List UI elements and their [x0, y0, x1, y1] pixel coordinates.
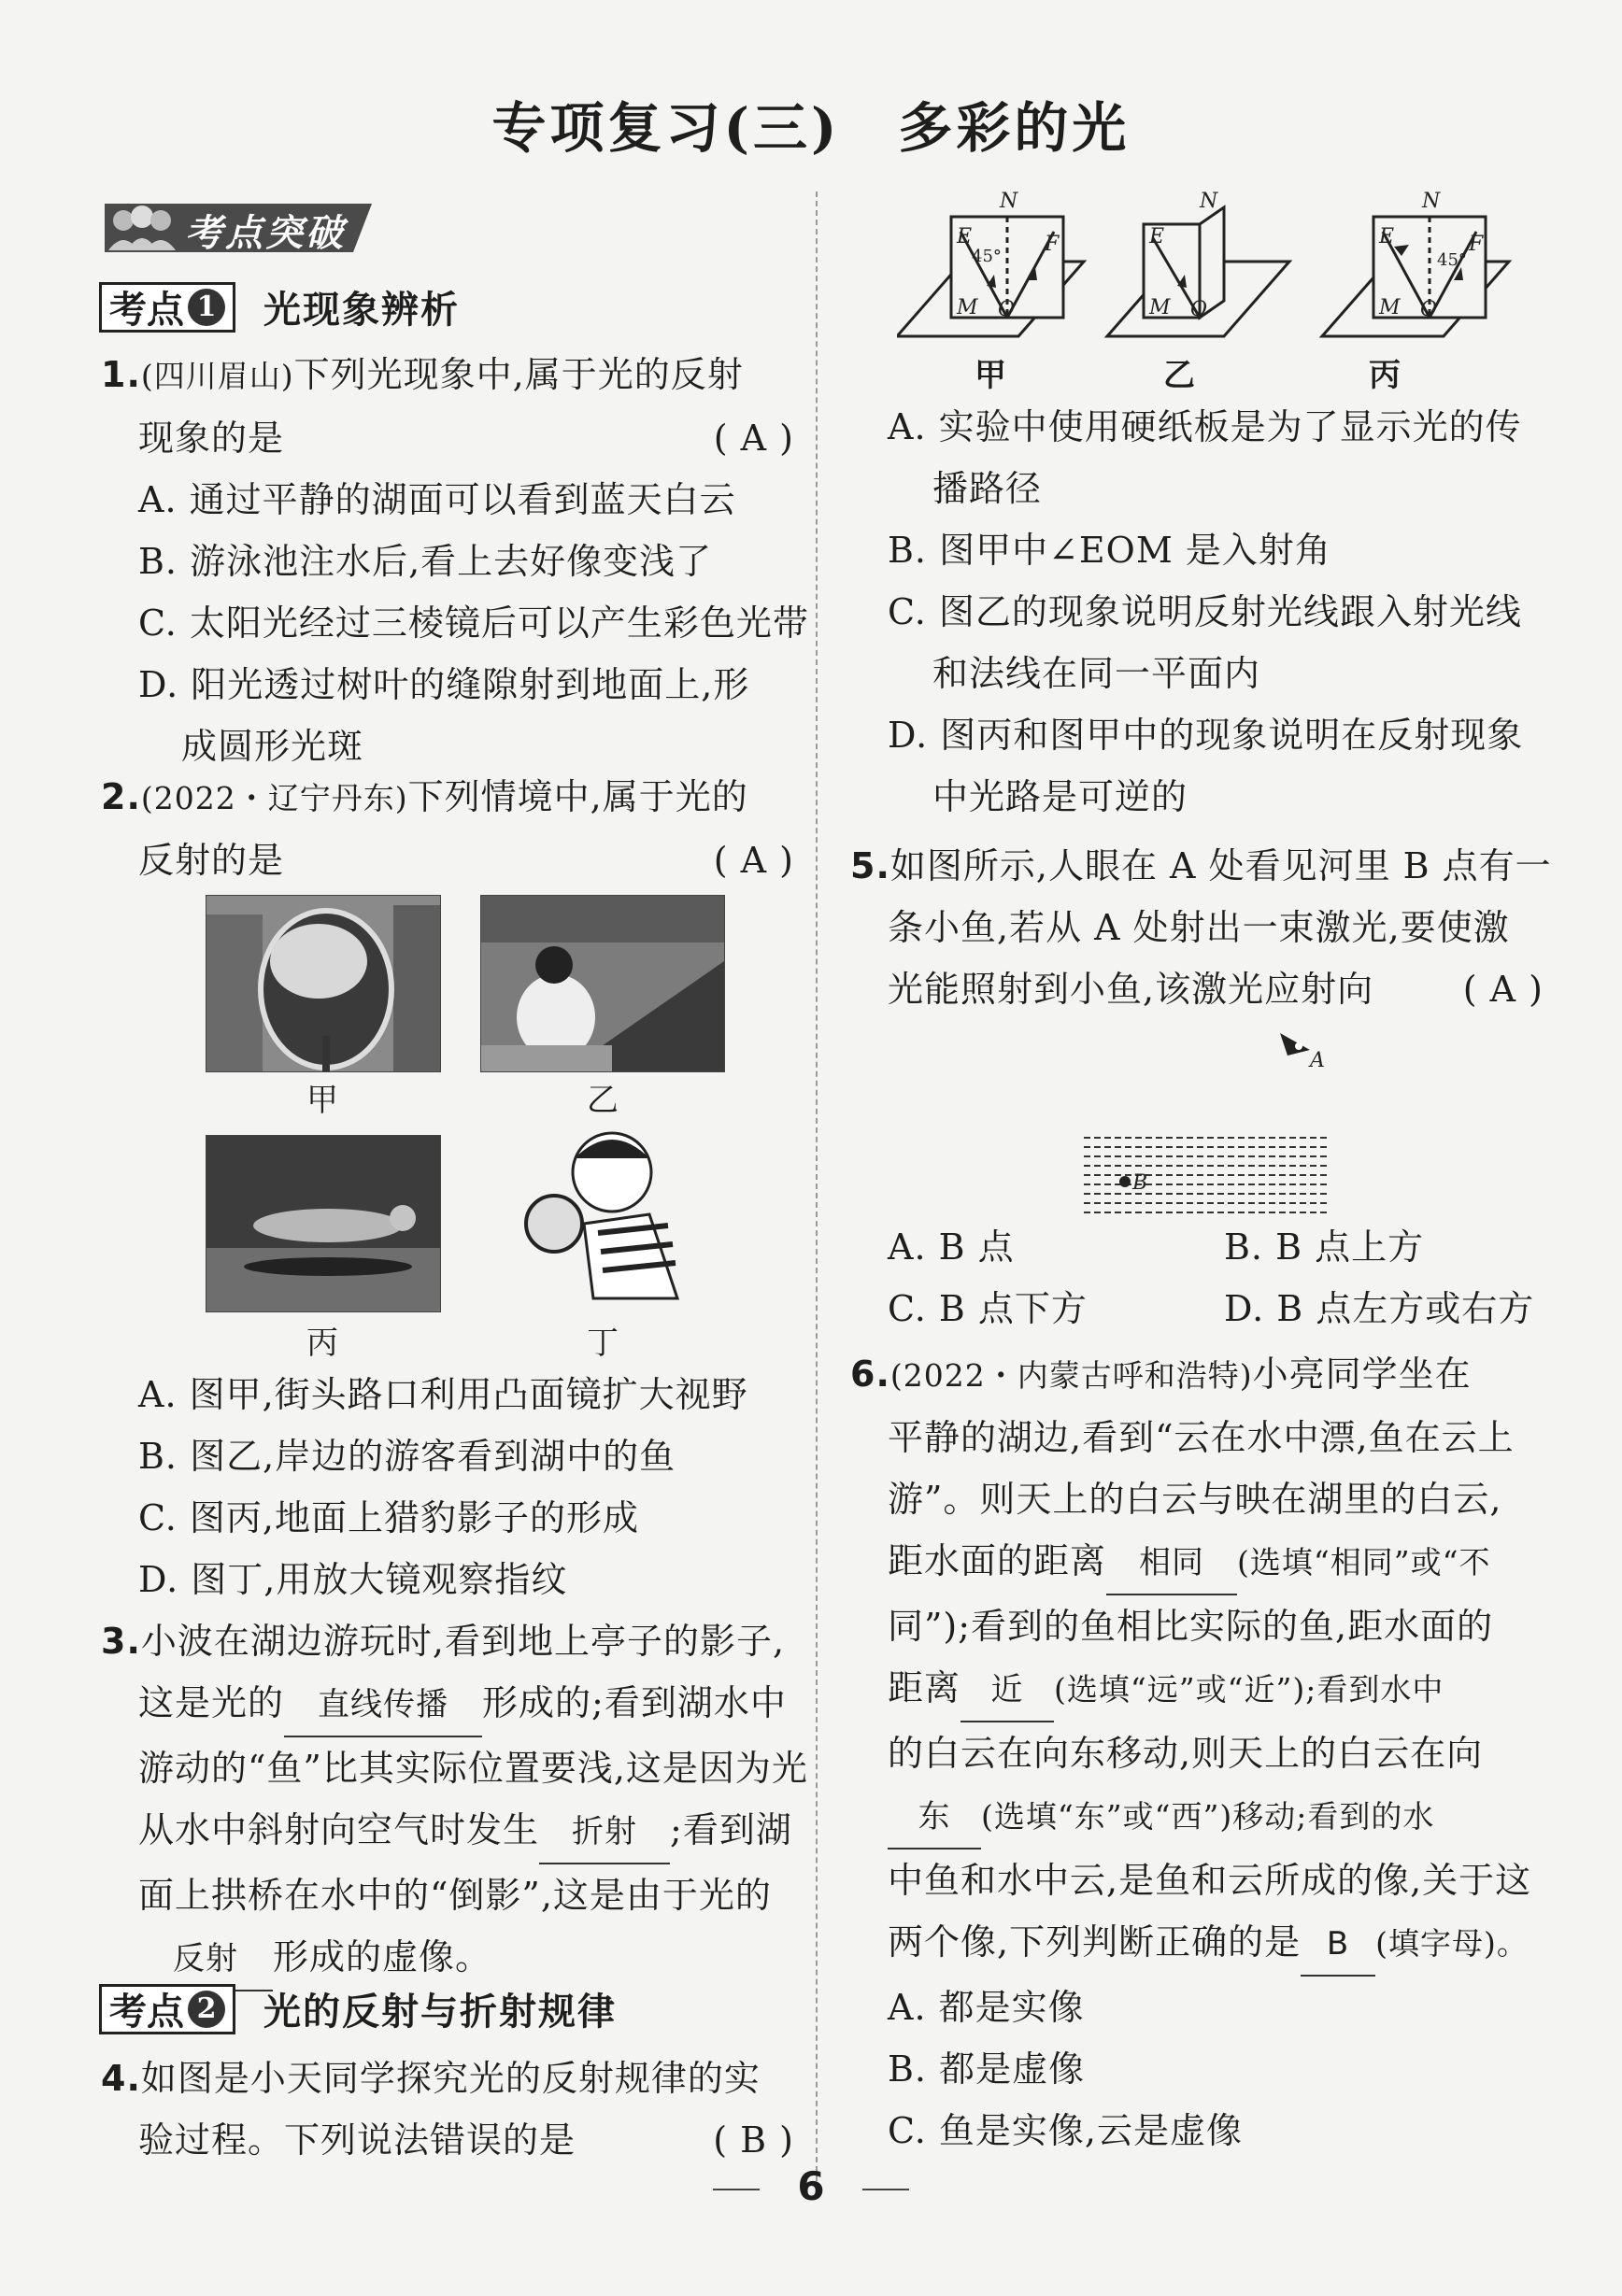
- q2-caption-bing: 丙: [306, 1325, 338, 1362]
- q4-number: 4.: [101, 2058, 141, 2099]
- q6-text-1: 小亮同学坐在: [1252, 1354, 1472, 1395]
- page-title: 专项复习(三) 多彩的光: [491, 96, 1131, 160]
- fig-yi-m: M: [1149, 296, 1171, 319]
- q6-text-5: (选填“相同”或“不: [1237, 1544, 1491, 1580]
- q1-option-a: A. 通过平静的湖面可以看到蓝天白云: [138, 479, 736, 520]
- q2-option-c: C. 图丙,地面上猎豹影子的形成: [138, 1497, 639, 1538]
- q2-caption-jia: 甲: [306, 1082, 338, 1119]
- q4-caption-jia: 甲: [975, 357, 1006, 394]
- page-number-row: [0, 2163, 1622, 2209]
- q1-stem: 下列光现象中,属于光的反射: [293, 354, 744, 395]
- kp1-label: 考点: [109, 288, 184, 332]
- fig-point-b: B: [1132, 1171, 1148, 1195]
- q4-option-d-2: 中光路是可逆的: [932, 776, 1188, 817]
- fig-jia-f: F: [1045, 233, 1060, 256]
- q6-text-9: 的白云在向东移动,则天上的白云在向: [888, 1733, 1484, 1774]
- q4-option-b: B. 图甲中∠EOM 是入射角: [888, 530, 1331, 571]
- photo-cheetah-shadow: [206, 1135, 441, 1312]
- fig-bing-angle: 45°: [1437, 250, 1467, 270]
- q6-option-b: B. 都是虚像: [888, 2048, 1086, 2090]
- q2-option-a: A. 图甲,街头路口利用凸面镜扩大视野: [138, 1374, 748, 1415]
- q2-option-d: D. 图丁,用放大镜观察指纹: [138, 1559, 568, 1600]
- q6-text-12: 两个像,下列判断正确的是: [888, 1921, 1302, 1963]
- q1-stem-2: 现象的是: [138, 418, 285, 459]
- page-number: 6: [797, 2163, 825, 2209]
- fig-fish-point: [1119, 1176, 1131, 1187]
- q6-option-a: A. 都是实像: [888, 1987, 1085, 2028]
- fig-yi-e: E: [1149, 225, 1165, 248]
- q5-stem-2: 条小鱼,若从 A 处射出一束激光,要使激: [888, 907, 1510, 948]
- fig-jia-n: N: [1000, 190, 1018, 213]
- photo-lakeside-tourist: [480, 895, 725, 1072]
- q2-number: 2.: [101, 776, 141, 817]
- q6-text-11: 中鱼和水中云,是鱼和云所成的像,关于这: [888, 1860, 1532, 1901]
- q4-option-c-2: 和法线在同一平面内: [932, 653, 1261, 694]
- kp1-number: 1: [188, 289, 225, 326]
- q6-text-6: 同”);看到的鱼相比实际的鱼,距水面的: [888, 1606, 1494, 1647]
- q2-stem: 下列情境中,属于光的: [407, 776, 748, 817]
- q5-option-c: C. B 点下方: [888, 1288, 1088, 1329]
- fig-yi-o: O: [1190, 298, 1208, 321]
- fig-bing-o: O: [1420, 298, 1438, 321]
- q6-text-13: (填字母)。: [1375, 1925, 1529, 1962]
- section-banner: [101, 196, 377, 256]
- q6-blank-4: B: [1301, 1913, 1375, 1977]
- q6-source: (2022・内蒙古呼和浩特): [889, 1357, 1253, 1394]
- q2-caption-yi: 乙: [587, 1082, 619, 1119]
- q5-option-d: D. B 点左方或右方: [1224, 1288, 1535, 1329]
- q3-text-8: 形成的虚像。: [273, 1936, 492, 1977]
- illustration-magnifier-boy: [509, 1121, 696, 1308]
- q3-text-7: 面上拱桥在水中的“倒影”,这是由于光的: [138, 1875, 772, 1916]
- page-number-dash-left: [713, 2189, 760, 2190]
- q6-blank-2: 近: [960, 1659, 1054, 1722]
- q3-blank-3: 反射: [138, 1928, 273, 1991]
- q3-text-6: ;看到湖: [670, 1809, 792, 1850]
- q4-option-a-2: 播路径: [932, 468, 1043, 509]
- q6-text-4: 距水面的距离: [888, 1540, 1107, 1581]
- river-fish-figure: [1065, 1028, 1336, 1214]
- q6-text-7: 距离: [888, 1667, 961, 1708]
- question-6: [850, 1343, 1544, 2161]
- q3-text-2: 这是光的: [138, 1682, 285, 1723]
- question-5: [850, 835, 1552, 1020]
- kp2-number: 2: [188, 1991, 225, 2028]
- q2-options: [101, 1364, 794, 1610]
- q6-option-c: C. 鱼是实像,云是虚像: [888, 2110, 1243, 2151]
- q6-text-3: 游”。则天上的白云与映在湖里的白云,: [888, 1479, 1502, 1520]
- q1-option-d: D. 阳光透过树叶的缝隙射到地面上,形: [138, 664, 750, 705]
- fig-jia-m: M: [957, 296, 978, 319]
- q3-blank-2: 折射: [539, 1801, 670, 1864]
- q2-option-b: B. 图乙,岸边的游客看到湖中的鱼: [138, 1436, 676, 1477]
- q4-option-a: A. 实验中使用硬纸板是为了显示光的传: [888, 406, 1522, 447]
- q5-number: 5.: [850, 845, 890, 886]
- fig-bing-f: F: [1469, 233, 1484, 256]
- q4-option-c: C. 图乙的现象说明反射光线跟入射光线: [888, 591, 1522, 632]
- q4-stem-2: 验过程。下列说法错误的是: [138, 2119, 576, 2161]
- q1-answer: ( A ): [713, 418, 794, 459]
- q2-answer: ( A ): [713, 840, 794, 881]
- kp2-title: 光的反射与折射规律: [263, 1990, 617, 2034]
- q5-option-a: A. B 点: [888, 1226, 1015, 1268]
- q5-options: [850, 1216, 1544, 1339]
- q4-caption-yi: 乙: [1163, 357, 1195, 394]
- q3-text-1: 小波在湖边游玩时,看到地上亭子的影子,: [140, 1621, 786, 1662]
- q4-stem: 如图是小天同学探究光的反射规律的实: [140, 2058, 761, 2099]
- kp1-heading: [99, 280, 460, 333]
- banner-text: 考点突破: [185, 211, 346, 255]
- fig-jia-e: E: [957, 225, 973, 248]
- q5-stem: 如图所示,人眼在 A 处看见河里 B 点有一: [889, 845, 1552, 886]
- question-4: [101, 2048, 794, 2171]
- q4-caption-bing: 丙: [1369, 357, 1401, 394]
- q6-text-2: 平静的湖边,看到“云在水中漂,鱼在云上: [888, 1417, 1515, 1458]
- q5-stem-3: 光能照射到小鱼,该激光应射向: [888, 969, 1374, 1010]
- column-divider: [816, 191, 818, 2181]
- q3-text-5: 从水中斜射向空气时发生: [138, 1809, 540, 1850]
- question-1: [101, 344, 809, 777]
- q1-option-b: B. 游泳池注水后,看上去好像变浅了: [138, 541, 713, 582]
- q6-blank-3: 东: [888, 1786, 981, 1850]
- q1-source: (四川眉山): [140, 358, 294, 394]
- q5-option-b: B. B 点上方: [1224, 1226, 1425, 1268]
- fig-yi-n: N: [1200, 190, 1218, 213]
- kp2-label: 考点: [109, 1990, 184, 2034]
- fig-bing-m: M: [1379, 296, 1401, 319]
- q4-option-d: D. 图丙和图甲中的现象说明在反射现象: [888, 715, 1524, 756]
- q1-number: 1.: [101, 354, 141, 395]
- q2-stem-2: 反射的是: [138, 840, 285, 881]
- q5-answer: ( A ): [1462, 969, 1544, 1010]
- q4-answer: ( B ): [713, 2119, 794, 2161]
- fig-bing-n: N: [1422, 190, 1441, 213]
- q3-text-3: 形成的;看到湖水中: [482, 1682, 787, 1723]
- question-2: [101, 766, 794, 891]
- q2-caption-ding: 丁: [587, 1325, 619, 1362]
- page-number-dash-right: [862, 2189, 909, 2190]
- fig-bing-e: E: [1379, 225, 1395, 248]
- photo-convex-mirror: [206, 895, 441, 1072]
- q1-option-c: C. 太阳光经过三棱镜后可以产生彩色光带: [138, 602, 809, 644]
- question-3: [101, 1610, 808, 1991]
- q3-blank-1: 直线传播: [284, 1674, 482, 1737]
- q4-options: [850, 396, 1544, 828]
- fig-jia-o: O: [998, 298, 1016, 321]
- q3-number: 3.: [101, 1621, 141, 1662]
- fig-jia-angle: 45°: [972, 247, 1002, 266]
- q3-text-4: 游动的“鱼”比其实际位置要浅,这是因为光: [138, 1748, 808, 1789]
- q6-blank-1: 相同: [1106, 1532, 1237, 1595]
- q6-number: 6.: [850, 1354, 890, 1395]
- kp1-title: 光现象辨析: [263, 288, 460, 332]
- q2-source: (2022・辽宁丹东): [140, 780, 408, 816]
- water-surface: [1084, 1138, 1327, 1212]
- fig-point-a: A: [1310, 1049, 1325, 1072]
- kp2-heading: [99, 1982, 617, 2035]
- q1-option-d-2: 成圆形光斑: [181, 726, 364, 767]
- q6-text-10: (选填“东”或“西”)移动;看到的水: [981, 1798, 1435, 1835]
- q6-text-8: (选填“远”或“近”);看到水中: [1054, 1671, 1444, 1708]
